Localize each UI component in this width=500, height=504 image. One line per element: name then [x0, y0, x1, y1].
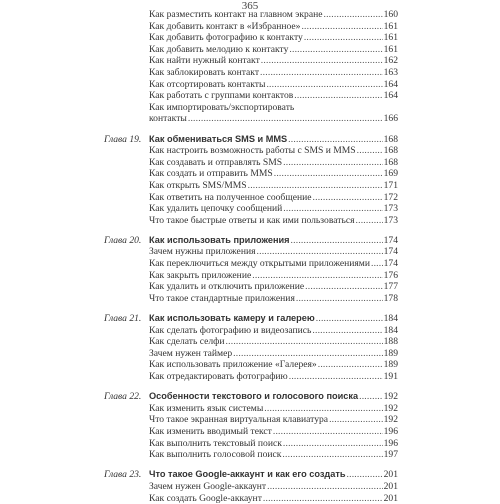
chapter-number: Глава 23. [104, 469, 142, 481]
entry-title: Как сделать фотографию и видеозапись [149, 324, 312, 336]
toc-row [0, 438, 500, 450]
page-ref: 160 [383, 9, 398, 20]
toc-row [0, 32, 500, 44]
page-ref: 174 [383, 246, 398, 258]
toc-entry [149, 258, 398, 270]
entry-title: Как выполнить голосовой поиск [149, 449, 282, 461]
toc-row [0, 449, 500, 461]
toc-row [0, 281, 500, 293]
toc-row [0, 157, 500, 169]
toc-entry [149, 145, 398, 157]
chapter-title: Что такое Google-аккаунт и как его создать [149, 469, 346, 480]
page-ref: 197 [383, 449, 398, 461]
dot-leader [323, 9, 382, 21]
toc-entry [149, 9, 398, 21]
entry-title: Как создать и отправить MMS [149, 168, 273, 180]
toc-entry [149, 359, 398, 371]
page-ref: 168 [383, 156, 398, 168]
entry-title: Как отредактировать фотографию [149, 371, 288, 382]
entry-title: Как закрыть приложение [149, 269, 252, 281]
page-ref: 174 [383, 258, 398, 270]
toc-entry [149, 438, 398, 450]
entry-title: Зачем нужны приложения [149, 246, 256, 258]
chapter-title: Как обмениваться SMS и MMS [149, 133, 288, 144]
toc-row [0, 203, 500, 215]
page-ref: 169 [383, 168, 398, 180]
toc-row [0, 145, 500, 157]
dot-leader [289, 44, 382, 56]
toc-entry [149, 215, 398, 227]
dot-leader [305, 281, 382, 293]
entry-title: Как использовать приложение «Галерея» [149, 359, 317, 371]
entry-title: Как открыть SMS/MMS [149, 179, 247, 191]
toc-row [0, 44, 500, 56]
dot-leader [304, 32, 383, 44]
toc-row [0, 414, 500, 426]
dot-leader [273, 426, 383, 438]
chapter-heading [149, 235, 398, 247]
dot-leader [318, 359, 383, 371]
dot-leader [264, 403, 382, 415]
chapter-row [0, 313, 500, 325]
page-ref: 161 [383, 32, 398, 44]
entry-title: Как заблокировать контакт [149, 66, 260, 78]
dot-leader [252, 270, 382, 282]
page-ref: 188 [383, 336, 398, 348]
page-ref: 173 [383, 214, 398, 226]
toc-entry [149, 203, 398, 215]
dot-leader [274, 168, 383, 180]
entry-title: Как выполнить текстовый поиск [149, 437, 282, 449]
chapter-heading [149, 391, 398, 403]
dot-leader [357, 145, 383, 157]
toc-entry [149, 493, 398, 504]
toc-row [0, 90, 500, 102]
dot-leader [371, 258, 383, 270]
dot-leader [294, 90, 382, 102]
toc-entry [149, 481, 398, 493]
dot-leader [263, 493, 383, 504]
toc-entry [149, 79, 398, 91]
dot-leader [359, 391, 383, 403]
chapter-heading [149, 134, 398, 146]
dot-leader [283, 157, 382, 169]
page-ref: 173 [383, 203, 398, 215]
section-gap [0, 125, 500, 134]
entry-title: Как создавать и отправлять SMS [149, 156, 283, 168]
toc-entry [149, 414, 398, 426]
dot-leader [260, 67, 383, 79]
toc-row [0, 9, 500, 21]
dot-leader [312, 325, 382, 337]
page-ref: 192 [383, 402, 398, 414]
toc-row [0, 325, 500, 337]
page-ref: 174 [383, 234, 398, 246]
dot-leader [289, 371, 383, 383]
toc-row [0, 371, 500, 383]
chapter-heading [149, 313, 398, 325]
dot-leader [283, 203, 382, 215]
page-ref: 192 [383, 414, 398, 426]
toc-row [0, 180, 500, 192]
page-ref: 172 [383, 191, 398, 203]
entry-title: Как добавить фотографию к контакту [149, 32, 303, 44]
dot-leader [329, 414, 383, 426]
chapter-number: Глава 19. [104, 133, 142, 145]
section-gap [0, 461, 500, 470]
dot-leader [347, 469, 383, 481]
entry-title: Что такое быстрые ответы и как ими пользоваться [149, 214, 355, 226]
dot-leader [226, 336, 383, 348]
toc-entry [149, 371, 398, 383]
chapter-title: Как использовать камеру и галерею [149, 313, 315, 324]
chapter-title: Особенности текстового и голосового поиска [149, 391, 359, 402]
entry-title: Как добавить мелодию к контакту [149, 43, 289, 55]
toc-entry [149, 293, 398, 305]
section-gap [0, 383, 500, 392]
dot-leader [261, 55, 383, 67]
chapter-row [0, 391, 500, 403]
toc-row [0, 168, 500, 180]
entry-title: Как ответить на полученное сообщение [149, 191, 312, 203]
page-ref: 184 [383, 324, 398, 336]
toc-entry [149, 281, 398, 293]
entry-title: Зачем нужен Google-аккаунт [149, 480, 267, 492]
table-of-contents [0, 9, 500, 504]
toc-entry [149, 32, 398, 44]
entry-title: Как импортировать/экспортировать [149, 101, 295, 113]
toc-entry [149, 348, 398, 360]
toc-row [0, 21, 500, 33]
toc-entry [149, 325, 398, 337]
dot-leader [296, 293, 383, 305]
page-ref: 164 [383, 90, 398, 102]
chapter-number: Глава 20. [104, 234, 142, 246]
entry-title: Как изменить вводимый текст [149, 425, 272, 437]
dot-leader [313, 192, 383, 204]
toc-row [0, 293, 500, 305]
chapter-row [0, 469, 500, 481]
toc-entry [149, 270, 398, 282]
page-ref: 184 [383, 313, 398, 325]
dot-leader [291, 235, 383, 247]
page-number: 365 [241, 0, 259, 12]
page-ref: 168 [383, 133, 398, 145]
toc-entry [149, 67, 398, 79]
toc-entry [149, 55, 398, 67]
toc-entry [149, 90, 398, 102]
entry-title: Как изменить язык системы [149, 402, 264, 414]
toc-entry [149, 157, 398, 169]
dot-leader [248, 180, 383, 192]
toc-entry [149, 21, 398, 33]
entry-title: Как сделать селфи [149, 336, 225, 348]
toc-row [0, 270, 500, 282]
dot-leader [282, 449, 382, 461]
chapter-row [0, 235, 500, 247]
page-ref: 192 [383, 391, 398, 403]
dot-leader [188, 113, 383, 125]
page-ref: 163 [383, 66, 398, 78]
toc-row [0, 348, 500, 360]
page-ref: 161 [383, 43, 398, 55]
entry-title: Как отсортировать контакты [149, 78, 266, 90]
chapter-number: Глава 22. [104, 391, 142, 403]
entry-title: Что такое стандартные приложения [149, 292, 295, 304]
entry-title: Как настроить возможность работы с SMS и MMS [149, 145, 356, 157]
chapter-number: Глава 21. [104, 313, 142, 325]
toc-entry [149, 246, 398, 258]
entry-title: Зачем нужен таймер [149, 347, 233, 359]
toc-entry [149, 44, 398, 56]
page-ref: 189 [383, 347, 398, 359]
toc-entry [149, 113, 398, 125]
page-ref: 201 [383, 492, 398, 504]
toc-row [0, 258, 500, 270]
entry-title: Как найти нужный контакт [149, 55, 260, 67]
toc-row [0, 102, 500, 114]
toc-row [0, 403, 500, 415]
dot-leader [257, 246, 383, 258]
page-ref: 191 [383, 371, 398, 382]
entry-title: Как работать с группами контактов [149, 90, 294, 102]
dot-leader [233, 348, 382, 360]
toc-entry [149, 336, 398, 348]
toc-entry [149, 426, 398, 438]
toc-row [0, 55, 500, 67]
entry-title: Как удалить и отключить приложение [149, 281, 305, 293]
toc-entry [149, 403, 398, 415]
entry-title: Как удалить цепочку сообщений [149, 203, 283, 215]
toc-row [0, 481, 500, 493]
page-ref: 196 [383, 437, 398, 449]
page-ref: 177 [383, 281, 398, 293]
page-ref: 178 [383, 292, 398, 304]
entry-title: Как создать Google-аккаунт [149, 492, 262, 504]
section-gap [0, 304, 500, 313]
toc-row [0, 113, 500, 125]
page-ref: 164 [383, 78, 398, 90]
entry-title: Что такое экранная виртуальная клавиатура [149, 414, 329, 426]
page-ref: 171 [383, 179, 398, 191]
toc-row [0, 359, 500, 371]
page-ref: 168 [383, 145, 398, 157]
toc-row [0, 67, 500, 79]
entry-title: Как добавить контакт в «Избранное» [149, 20, 301, 32]
toc-row [0, 79, 500, 91]
entry-title: Как разместить контакт на главном экране [149, 9, 323, 20]
entry-title: Как переключиться между открытыми приложениями [149, 258, 370, 270]
toc-row [0, 215, 500, 227]
dot-leader [267, 481, 383, 493]
dot-leader [356, 215, 383, 227]
toc-entry [149, 192, 398, 204]
toc-row [0, 493, 500, 504]
page-ref: 166 [383, 113, 398, 125]
toc-entry [149, 180, 398, 192]
dot-leader [283, 438, 383, 450]
chapter-title: Как использовать приложения [149, 234, 290, 245]
page-ref: 201 [383, 480, 398, 492]
toc-entry [149, 449, 398, 461]
toc-row [0, 192, 500, 204]
toc-row [0, 426, 500, 438]
chapter-heading [149, 469, 398, 481]
page-ref: 162 [383, 55, 398, 67]
dot-leader [316, 313, 383, 325]
toc-row [0, 246, 500, 258]
page-ref: 176 [383, 269, 398, 281]
toc-row [0, 336, 500, 348]
dot-leader [288, 134, 382, 146]
chapter-row [0, 134, 500, 146]
entry-title: контакты [149, 113, 187, 125]
dot-leader [266, 79, 382, 91]
page-ref: 196 [383, 425, 398, 437]
section-gap [0, 226, 500, 235]
page-ref: 161 [383, 20, 398, 32]
toc-entry [149, 168, 398, 180]
toc-entry [149, 102, 398, 114]
page-ref: 201 [383, 469, 398, 481]
dot-leader [301, 21, 382, 33]
page-ref: 189 [383, 359, 398, 371]
